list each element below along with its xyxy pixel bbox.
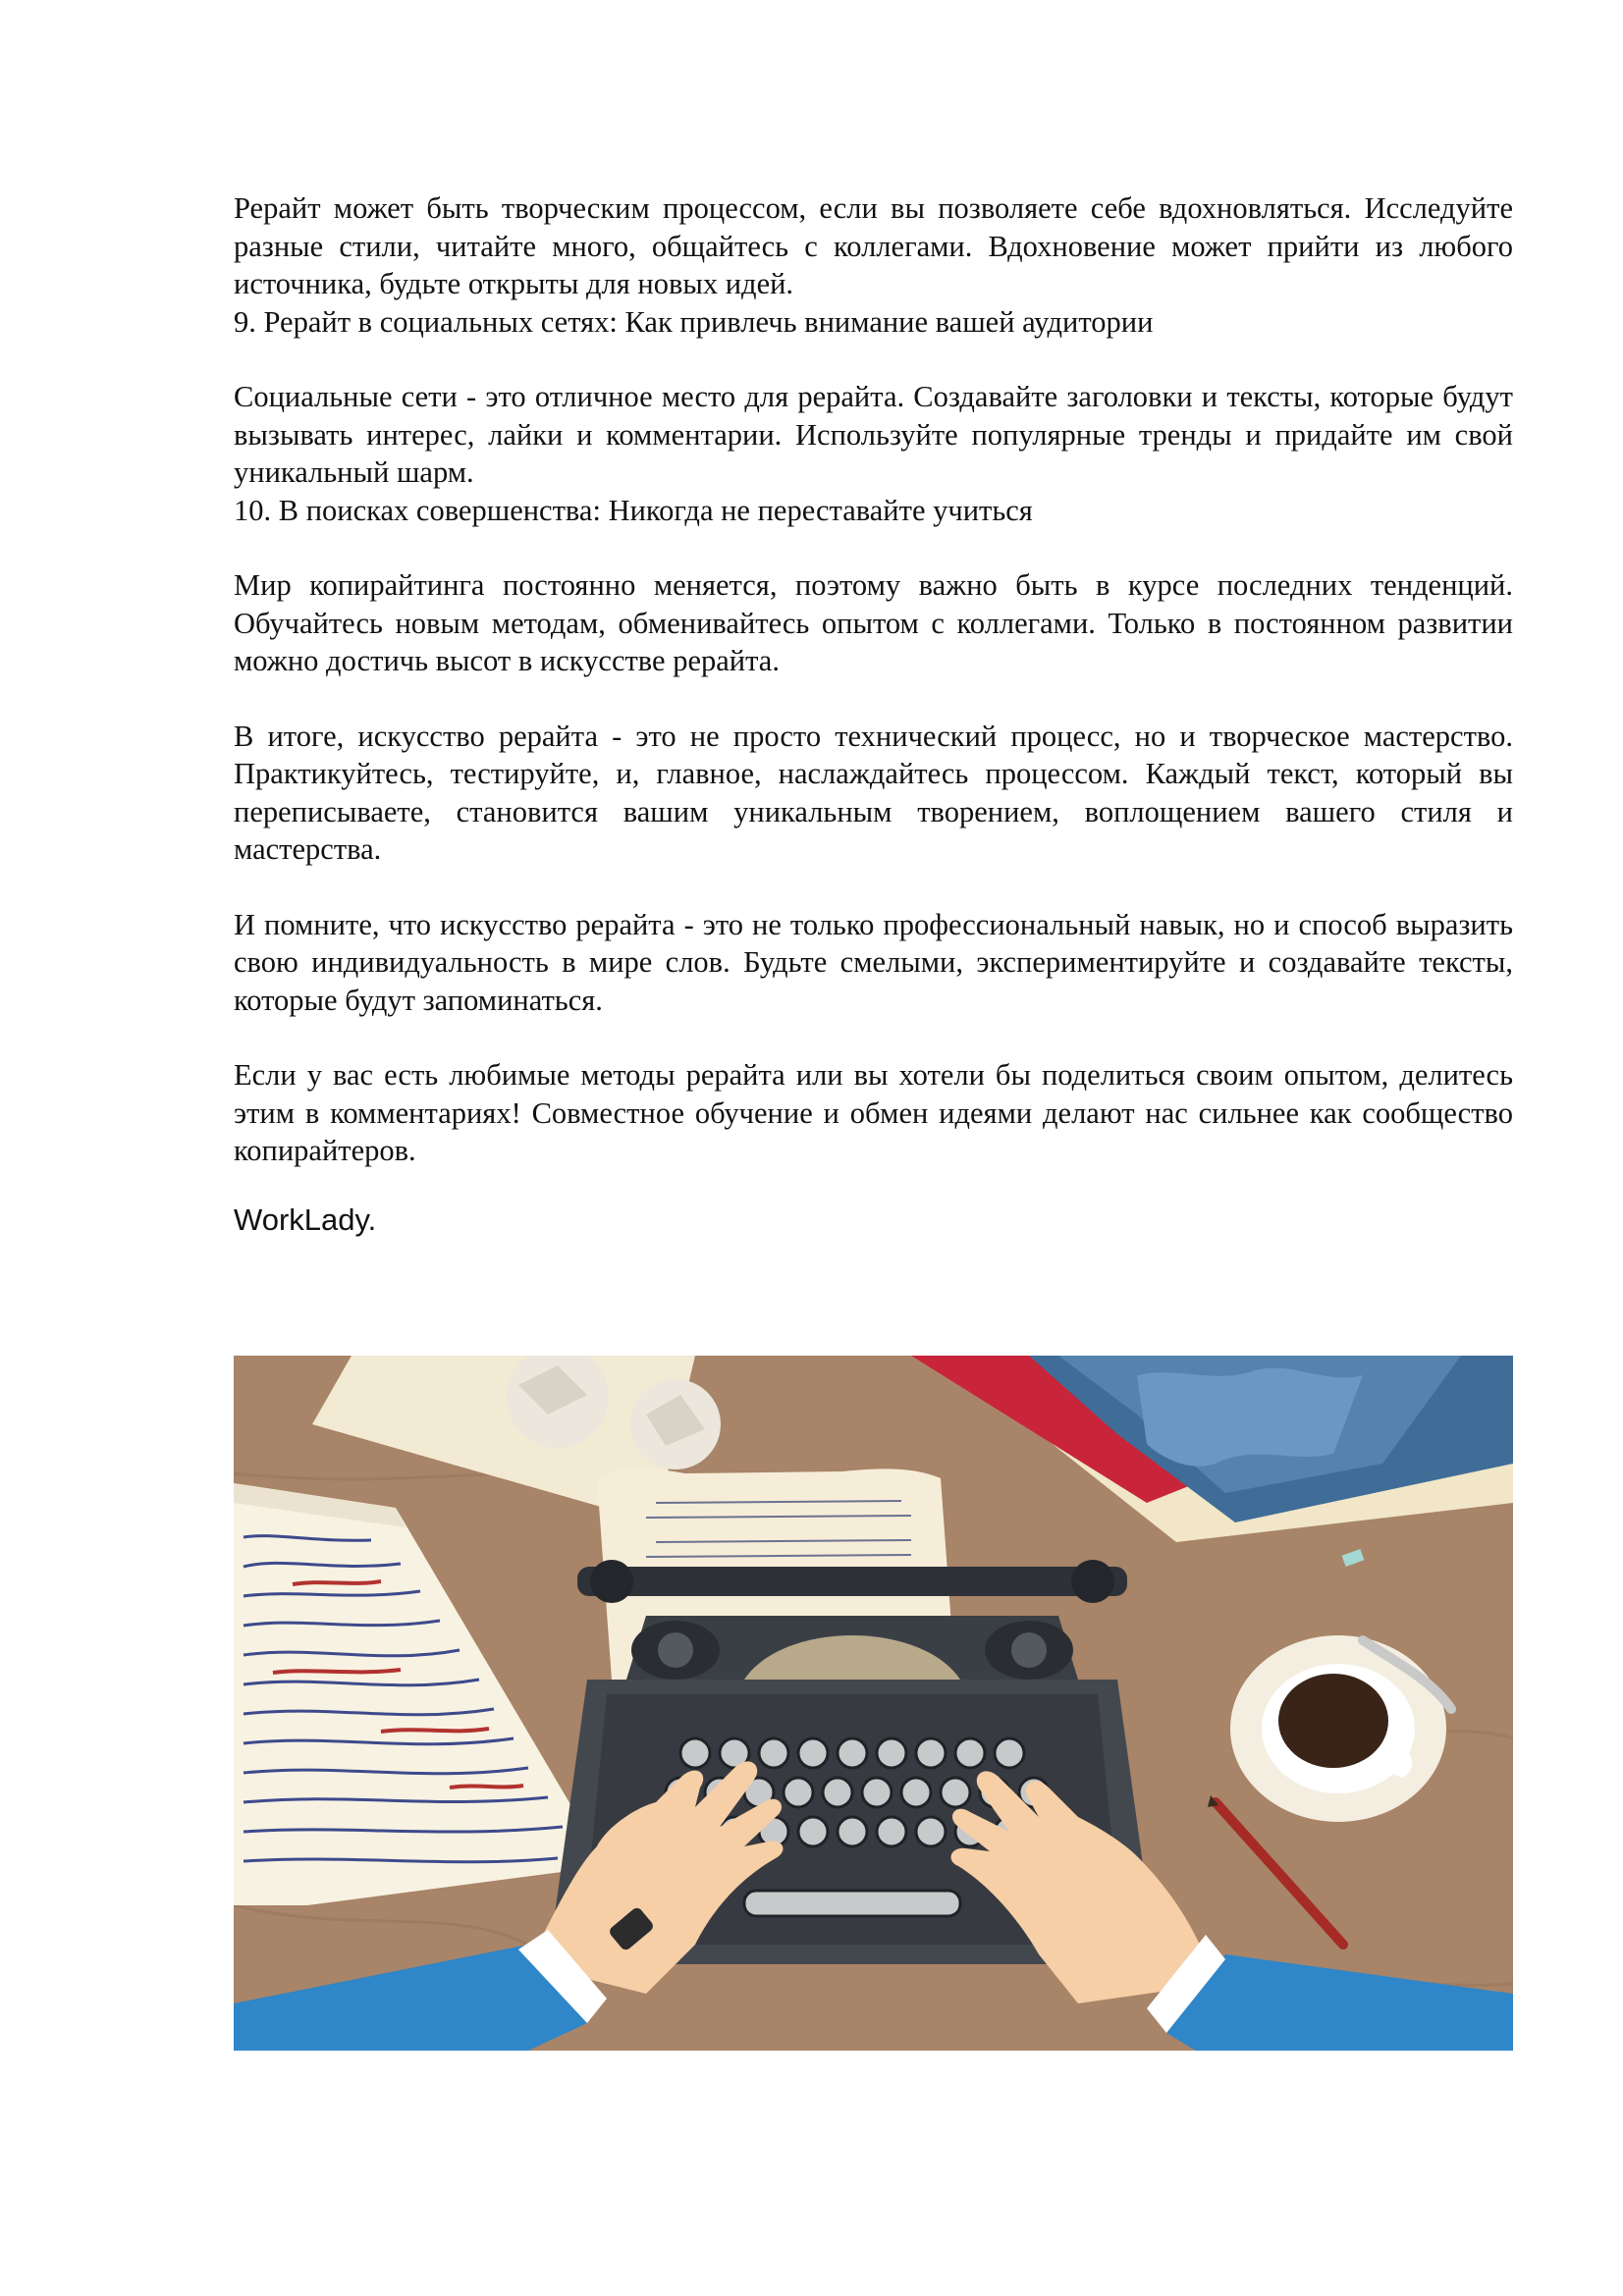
paragraph-conclusion: В итоге, искусство рерайта - это не просто технический процесс, но и творческое мастерство. Практикуйтесь, тестируйте, и, главное, наслаждайтесь процессом. Каждый текст, который вы переписываете, становится вашим уникальным творением, воплощением вашего стиля и мастерства. [234, 719, 1513, 866]
paragraph-share: Если у вас есть любимые методы рерайта или вы хотели бы поделиться своим опытом, делитесь этим в комментариях! Совместное обучение и обмен идеями делают нас сильнее как сообщество копирайтеров. [234, 1058, 1513, 1167]
paragraph-remember: И помните, что искусство рерайта - это не только профессиональный навык, но и способ выразить свою индивидуальность в мире слов. Будьте смелыми, экспериментируйте и создавайте тексты, которые будут запоминаться. [234, 907, 1513, 1017]
document-body [234, 189, 1513, 1239]
paragraph-inspiration: Рерайт может быть творческим процессом, если вы позволяете себе вдохновляться. Исследуйте разные стили, читайте много, общайтесь с коллегами. Вдохновение может прийти из любого источника, будьте открыты для новых идей. [234, 191, 1513, 300]
signature: WorkLady. [234, 1201, 377, 1237]
paragraph-learning: Мир копирайтинга постоянно меняется, поэтому важно быть в курсе последних тенденций. Обучайтесь новым методам, обменивайтесь опытом с коллегами. Только в постоянном развитии можно достичь высот в искусстве рерайта. [234, 568, 1513, 677]
section-heading-9: 9. Рерайт в социальных сетях: Как привлечь внимание вашей аудитории [234, 304, 1154, 339]
typewriter-illustration [234, 1356, 1513, 2051]
section-heading-10: 10. В поисках совершенства: Никогда не переставайте учиться [234, 493, 1033, 527]
paragraph-social-media: Социальные сети - это отличное место для рерайта. Создавайте заголовки и тексты, которые будут вызывать интерес, лайки и комментарии. Используйте популярные тренды и придайте им свой уникальный шарм. [234, 380, 1513, 489]
